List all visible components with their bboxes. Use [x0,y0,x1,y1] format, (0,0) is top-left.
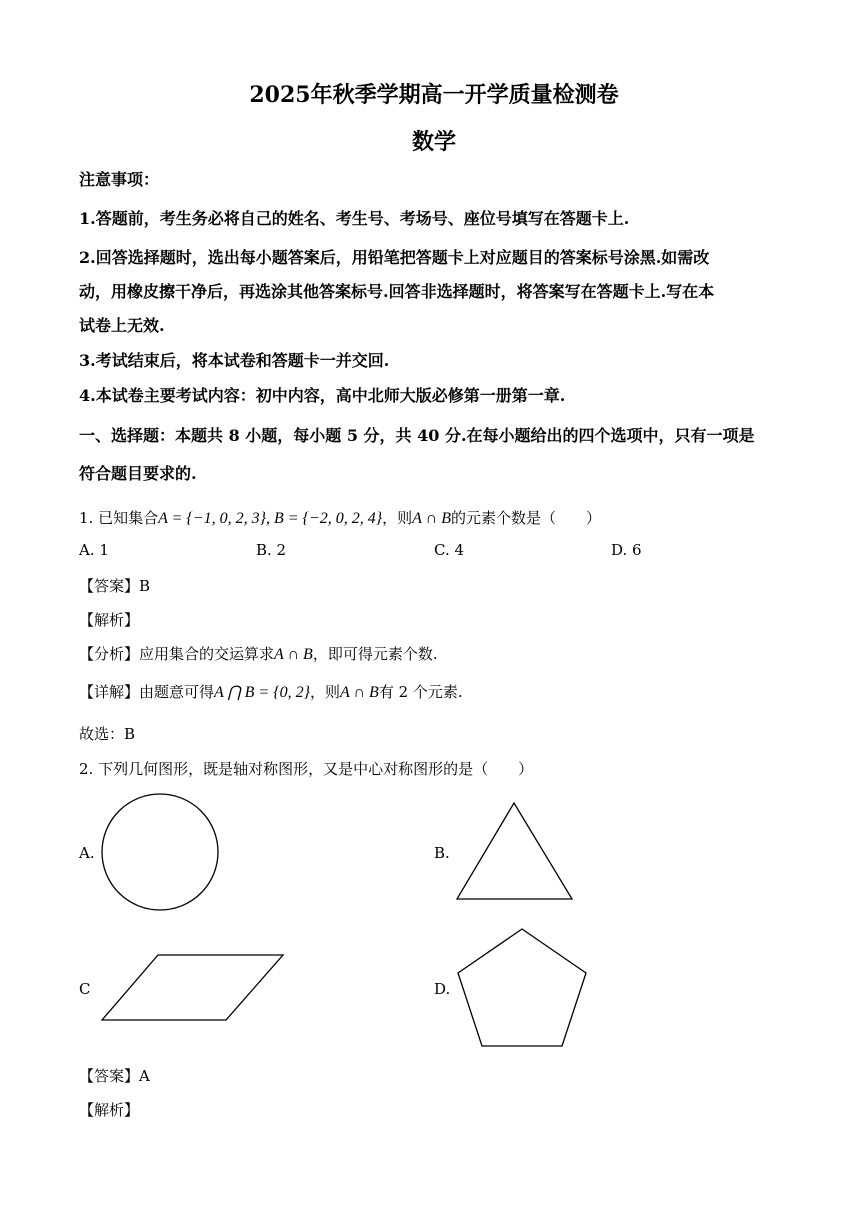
question-2-analysis-label: 【解析】 [79,1101,140,1119]
section-1-line-1: 一、选择题：本题共 8 小题，每小题 5 分，共 40 分.在每小题给出的四个选项中，只有一项是 [79,426,755,445]
notice-item-4: 4.本试卷主要考试内容：初中内容，高中北师大版必修第一册第一章. [79,386,566,405]
question-1-xiangjie-mid: ，则 [310,683,341,701]
question-1-analysis-label: 【解析】 [79,611,140,629]
question-2-stem: 2. 下列几何图形，既是轴对称图形，又是中心对称图形的是（ ） [79,760,534,778]
notice-item-3: 3.考试结束后，将本试卷和答题卡一并交回. [79,351,390,370]
question-1-xiangjie-expr2: A ∩ B [340,684,379,701]
question-1-option-d: D. 6 [611,541,642,559]
question-1-option-c: C. 4 [434,541,465,559]
circle-figure [102,794,218,910]
question-1-xiangjie-suffix: 有 2 个元素. [378,683,463,701]
question-1-xiangjie-expr: A ⋂ B = {0, 2} [214,684,310,701]
question-1-choice: 故选：B [79,725,136,743]
question-1-fenxi-expr: A ∩ B [274,646,313,663]
notice-item-1: 1.答题前，考生务必将自己的姓名、考生号、考场号、座位号填写在答题卡上. [79,209,630,228]
notice-heading: 注意事项： [79,170,160,189]
question-2-option-c-label: C [79,980,91,998]
notice-item-2-line-1: 2.回答选择题时，选出每小题答案后，用铅笔把答题卡上对应题目的答案标号涂黑.如需改 [79,248,710,267]
question-1-fenxi-prefix: 【分析】应用集合的交运算求 [79,645,275,663]
question-1-option-a: A. 1 [79,541,109,559]
question-1-mid: ，则 [382,509,413,527]
section-1-line-2: 符合题目要求的. [79,464,197,483]
exam-title: 2025年秋季学期高一开学质量检测卷 [249,82,619,108]
question-1-suffix: 的元素个数是（ ） [450,509,601,527]
question-2-option-d-label: D. [434,980,451,998]
notice-item-2-line-3: 试卷上无效. [79,316,165,335]
question-1-intersection: A ∩ B [412,510,451,527]
parallelogram-figure [102,955,283,1020]
question-2-option-a-label: A. [79,844,95,862]
question-1-fenxi-suffix: ，即可得元素个数. [312,645,438,663]
question-1-xiangjie-prefix: 【详解】由题意可得 [79,683,215,701]
question-1-option-b: B. 2 [256,541,287,559]
question-1-prefix: 1. 已知集合 [79,509,159,527]
question-2-answer: 【答案】A [79,1067,150,1085]
notice-item-2-line-2: 动，用橡皮擦干净后，再选涂其他答案标号.回答非选择题时，将答案写在答题卡上.写在本 [79,282,715,301]
question-2-option-b-label: B. [434,844,450,862]
triangle-figure [457,803,572,899]
subject-title: 数学 [411,129,456,155]
pentagon-figure [458,929,586,1046]
question-1-answer: 【答案】B [79,577,151,595]
question-1-sets: A = {−1, 0, 2, 3}, B = {−2, 0, 2, 4} [158,510,383,527]
